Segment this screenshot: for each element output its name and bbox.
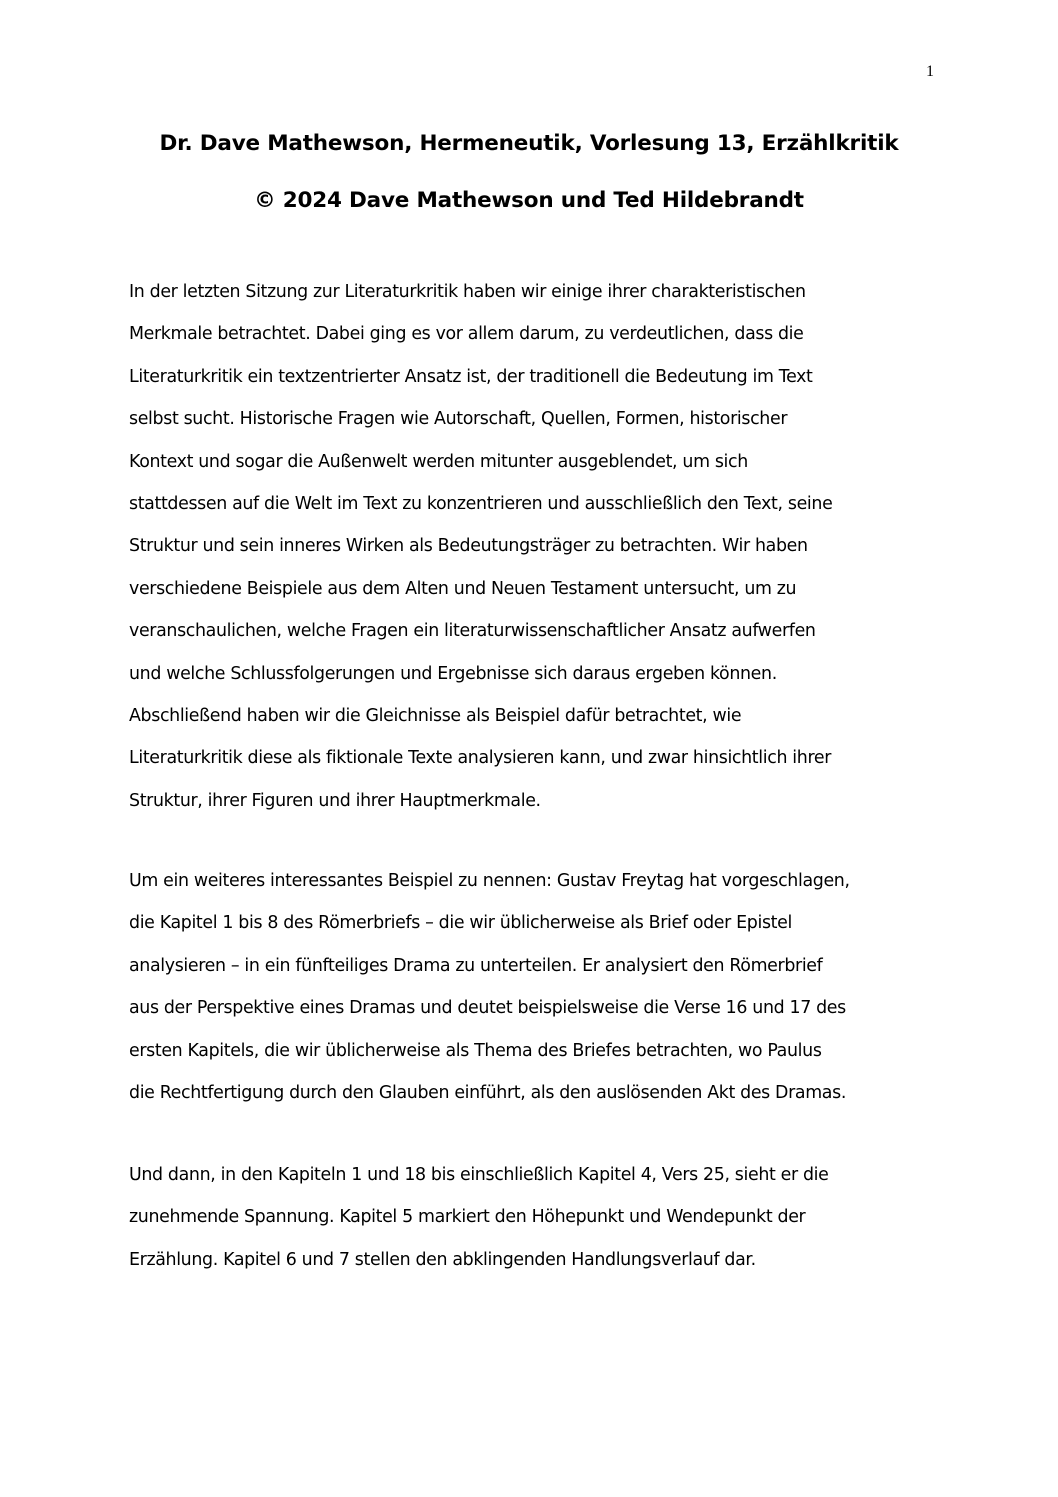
text-line: zunehmende Spannung. Kapitel 5 markiert den Höhepunkt und Wendepunkt der <box>129 1207 806 1228</box>
text-line: Literaturkritik ein textzentrierter Ansatz ist, der traditionell die Bedeutung im Text <box>129 366 813 387</box>
text-line: die Rechtfertigung durch den Glauben einführt, als den auslösenden Akt des Dramas. <box>129 1082 846 1103</box>
text-line: selbst sucht. Historische Fragen wie Autorschaft, Quellen, Formen, historischer <box>129 409 788 430</box>
copyright-line: © 2024 Dave Mathewson und Ted Hildebrandt <box>254 188 804 213</box>
text-line: Kontext und sogar die Außenwelt werden mitunter ausgeblendet, um sich <box>129 451 748 472</box>
text-line: analysieren – in ein fünfteiliges Drama zu unterteilen. Er analysiert den Römerbrief <box>129 955 823 976</box>
text-line: aus der Perspektive eines Dramas und deutet beispielsweise die Verse 16 und 17 des <box>129 998 846 1019</box>
text-line: und welche Schlussfolgerungen und Ergebnisse sich daraus ergeben können. <box>129 663 777 684</box>
page-number: 1 <box>926 63 934 80</box>
text-line: Abschließend haben wir die Gleichnisse als Beispiel dafür betrachtet, wie <box>129 705 742 726</box>
text-line: verschiedene Beispiele aus dem Alten und Neuen Testament untersucht, um zu <box>129 578 797 599</box>
text-line: Struktur, ihrer Figuren und ihrer Hauptmerkmale. <box>129 790 541 811</box>
text-line: die Kapitel 1 bis 8 des Römerbriefs – die wir üblicherweise als Brief oder Epistel <box>129 913 792 934</box>
text-line: Struktur und sein inneres Wirken als Bedeutungsträger zu betrachten. Wir haben <box>129 536 808 557</box>
text-line: Literaturkritik diese als fiktionale Texte analysieren kann, und zwar hinsichtlich ihrer <box>129 748 832 769</box>
text-line: Erzählung. Kapitel 6 und 7 stellen den abklingenden Handlungsverlauf dar. <box>129 1249 756 1270</box>
paragraph-2 <box>129 860 929 1114</box>
document-title: Dr. Dave Mathewson, Hermeneutik, Vorlesung 13, Erzählkritik <box>159 131 899 156</box>
text-line: Merkmale betrachtet. Dabei ging es vor allem darum, zu verdeutlichen, dass die <box>129 324 804 345</box>
text-line: veranschaulichen, welche Fragen ein literaturwissenschaftlicher Ansatz aufwerfen <box>129 621 816 642</box>
text-line: Und dann, in den Kapiteln 1 und 18 bis einschließlich Kapitel 4, Vers 25, sieht er die <box>129 1165 829 1185</box>
paragraph-3 <box>129 1154 929 1281</box>
text-line: Um ein weiteres interessantes Beispiel zu nennen: Gustav Freytag hat vorgeschlagen, <box>129 871 850 891</box>
text-line: In der letzten Sitzung zur Literaturkritik haben wir einige ihrer charakteristischen <box>129 282 806 302</box>
text-line: ersten Kapitels, die wir üblicherweise als Thema des Briefes betrachten, wo Paulus <box>129 1040 822 1061</box>
paragraph-1 <box>129 271 929 822</box>
text-line: stattdessen auf die Welt im Text zu konzentrieren und ausschließlich den Text, seine <box>129 493 833 514</box>
